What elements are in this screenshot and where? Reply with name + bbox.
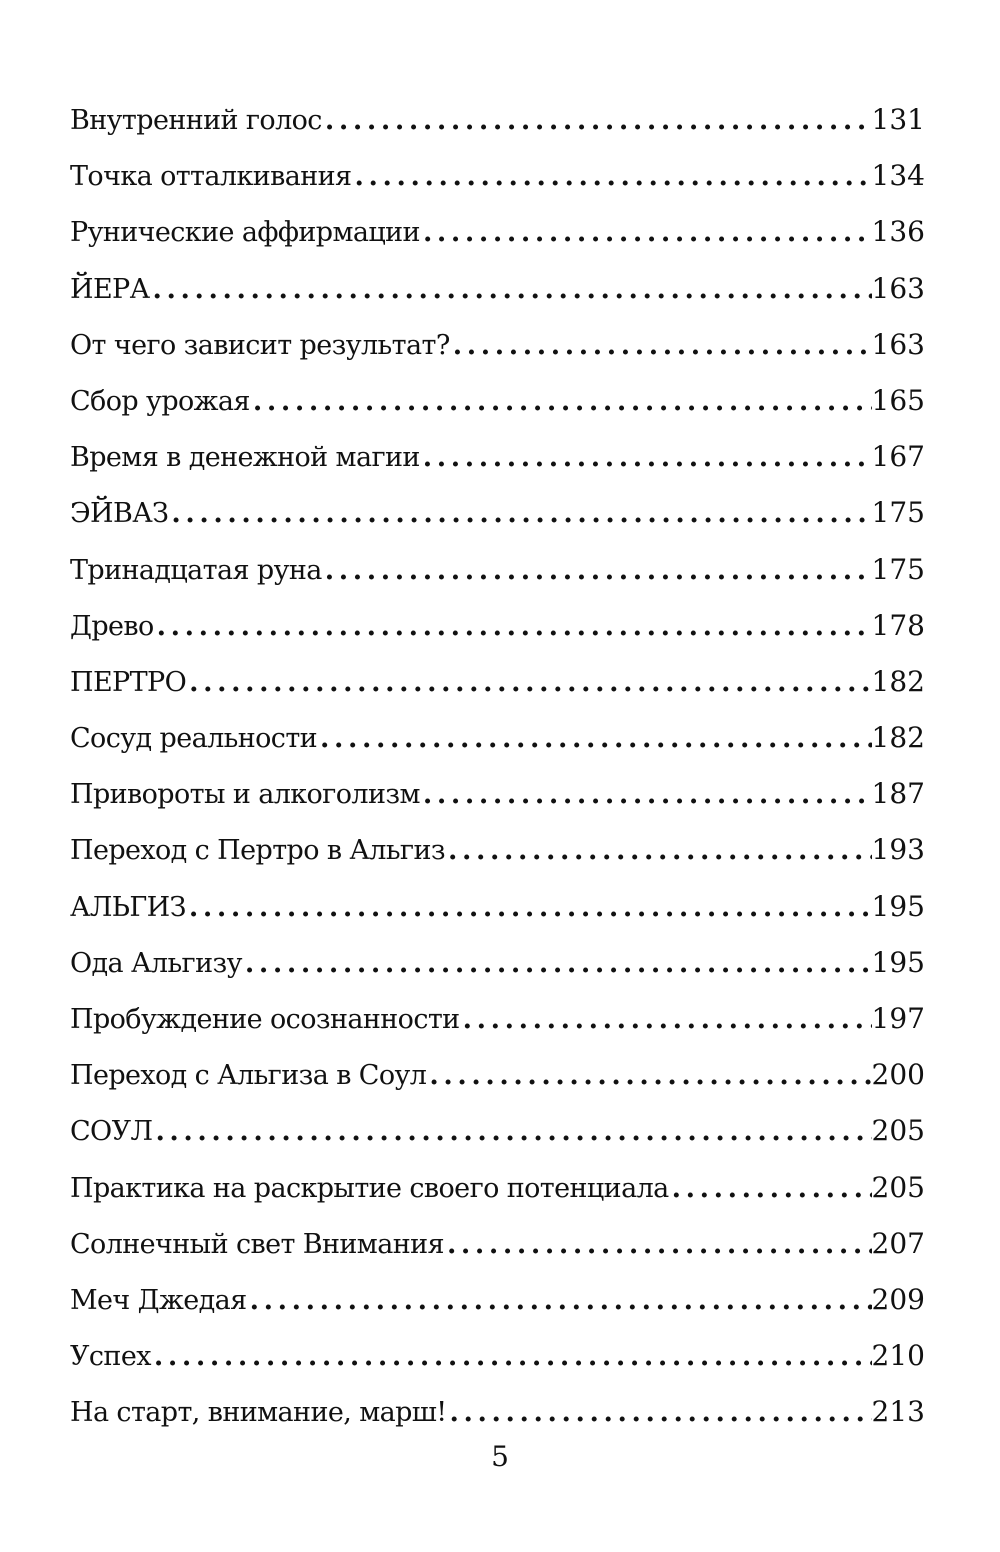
toc-entry: [70, 1328, 925, 1384]
toc-dot-leader: [149, 262, 871, 318]
toc-entry-title: Сбор урожая: [70, 385, 250, 417]
toc-entry-page: 210: [871, 1339, 925, 1373]
toc-entry: [70, 317, 925, 373]
toc-entry-page: 207: [871, 1226, 925, 1260]
toc-entry: [70, 1103, 925, 1159]
toc-entry: [70, 654, 925, 710]
toc-entry: [70, 1160, 925, 1216]
toc-entry: [70, 429, 925, 485]
toc-entry-title: Меч Джедая: [70, 1284, 247, 1316]
toc-dot-leader: [186, 880, 872, 936]
toc-entry-title: Время в денежной магии: [70, 442, 420, 474]
toc-dot-leader: [250, 374, 872, 430]
toc-entry: [70, 1272, 925, 1328]
toc-entry-page: 182: [871, 664, 925, 698]
toc-entry-page: 195: [871, 945, 925, 979]
toc-dot-leader: [168, 486, 871, 542]
toc-entry-page: 163: [871, 327, 925, 361]
toc-dot-leader: [447, 1385, 872, 1441]
toc-entry-title: ЙЕРА: [70, 273, 150, 305]
toc-entry-title: Практика на раскрытие своего потенциала: [70, 1172, 669, 1204]
toc-entry-page: 165: [871, 383, 925, 417]
toc-entry: [70, 879, 925, 935]
toc-entry-page: 187: [871, 777, 925, 811]
toc-dot-leader: [669, 1161, 872, 1217]
toc-entry-page: 131: [871, 103, 925, 136]
page-number: 5: [491, 1440, 509, 1473]
toc-entry-title: Солнечный свет Внимания: [70, 1228, 444, 1260]
toc-entry-page: 134: [871, 159, 925, 193]
toc-entry: [70, 204, 925, 260]
toc-entry-page: 175: [871, 496, 925, 530]
toc-entry-title: СОУЛ: [70, 1116, 153, 1148]
toc-entry-page: 195: [871, 889, 925, 923]
toc-entry: [70, 148, 925, 204]
toc-entry: [70, 92, 925, 148]
toc-entry-title: Успех: [70, 1341, 151, 1373]
toc-entry-page: 197: [871, 1002, 925, 1035]
toc-dot-leader: [420, 205, 872, 261]
toc-entry-title: Переход с Пертро в Альгиз: [70, 835, 445, 867]
toc-entry: [70, 710, 925, 766]
toc-entry-title: Сосуд реальности: [70, 723, 318, 755]
toc-entry-title: Точка отталкивания: [70, 161, 352, 193]
table-of-contents: [70, 92, 925, 1441]
toc-dot-leader: [426, 1048, 871, 1104]
toc-entry: [70, 485, 925, 541]
toc-dot-leader: [460, 992, 872, 1048]
toc-entry-title: Рунические аффирмации: [70, 217, 420, 249]
toc-entry-title: От чего зависит результат?: [70, 329, 450, 361]
toc-entry-title: На старт, внимание, марш!: [70, 1397, 447, 1429]
toc-entry-title: Переход с Альгиза в Соул: [70, 1060, 427, 1092]
toc-entry-page: 193: [871, 833, 925, 867]
toc-entry-page: 178: [871, 608, 925, 642]
toc-dot-leader: [445, 823, 872, 879]
toc-entry: [70, 991, 925, 1047]
toc-entry: [70, 598, 925, 654]
toc-entry-title: Внутренний голос: [70, 105, 322, 136]
toc-entry: [70, 542, 925, 598]
toc-entry-title: Привороты и алкоголизм: [70, 779, 420, 811]
toc-entry: [70, 1384, 925, 1440]
toc-entry-page: 205: [871, 1170, 925, 1204]
toc-dot-leader: [444, 1217, 872, 1273]
toc-dot-leader: [154, 599, 872, 655]
toc-entry: [70, 373, 925, 429]
toc-entry: [70, 822, 925, 878]
toc-dot-leader: [247, 1273, 872, 1329]
toc-dot-leader: [420, 430, 872, 486]
toc-entry-title: Ода Альгизу: [70, 947, 242, 979]
toc-dot-leader: [151, 1329, 872, 1385]
toc-entry-page: 200: [871, 1058, 925, 1092]
toc-entry: [70, 261, 925, 317]
toc-entry-page: 209: [871, 1282, 925, 1316]
toc-entry-title: Древо: [70, 610, 154, 642]
toc-dot-leader: [450, 318, 872, 374]
toc-entry-title: ЭЙВАЗ: [70, 498, 169, 530]
toc-entry-page: 213: [871, 1395, 925, 1429]
toc-dot-leader: [152, 1104, 871, 1160]
toc-entry-title: АЛЬГИЗ: [70, 891, 186, 923]
toc-entry-page: 167: [871, 440, 925, 474]
toc-entry: [70, 1047, 925, 1103]
toc-dot-leader: [317, 711, 872, 767]
toc-dot-leader: [322, 543, 872, 599]
toc-entry-page: 136: [871, 215, 925, 249]
toc-entry: [70, 766, 925, 822]
toc-entry-page: 163: [871, 271, 925, 305]
toc-entry: [70, 1216, 925, 1272]
toc-entry-title: Тринадцатая руна: [70, 554, 322, 586]
toc-dot-leader: [242, 936, 872, 992]
toc-entry-title: ПЕРТРО: [70, 666, 187, 698]
toc-dot-leader: [322, 93, 872, 149]
toc-dot-leader: [420, 767, 872, 823]
toc-dot-leader: [351, 149, 871, 205]
toc-entry: [70, 935, 925, 991]
toc-entry-title: Пробуждение осознанности: [70, 1004, 460, 1035]
toc-entry-page: 175: [871, 552, 925, 586]
toc-dot-leader: [186, 655, 871, 711]
toc-entry-page: 182: [871, 721, 925, 755]
toc-entry-page: 205: [871, 1114, 925, 1148]
